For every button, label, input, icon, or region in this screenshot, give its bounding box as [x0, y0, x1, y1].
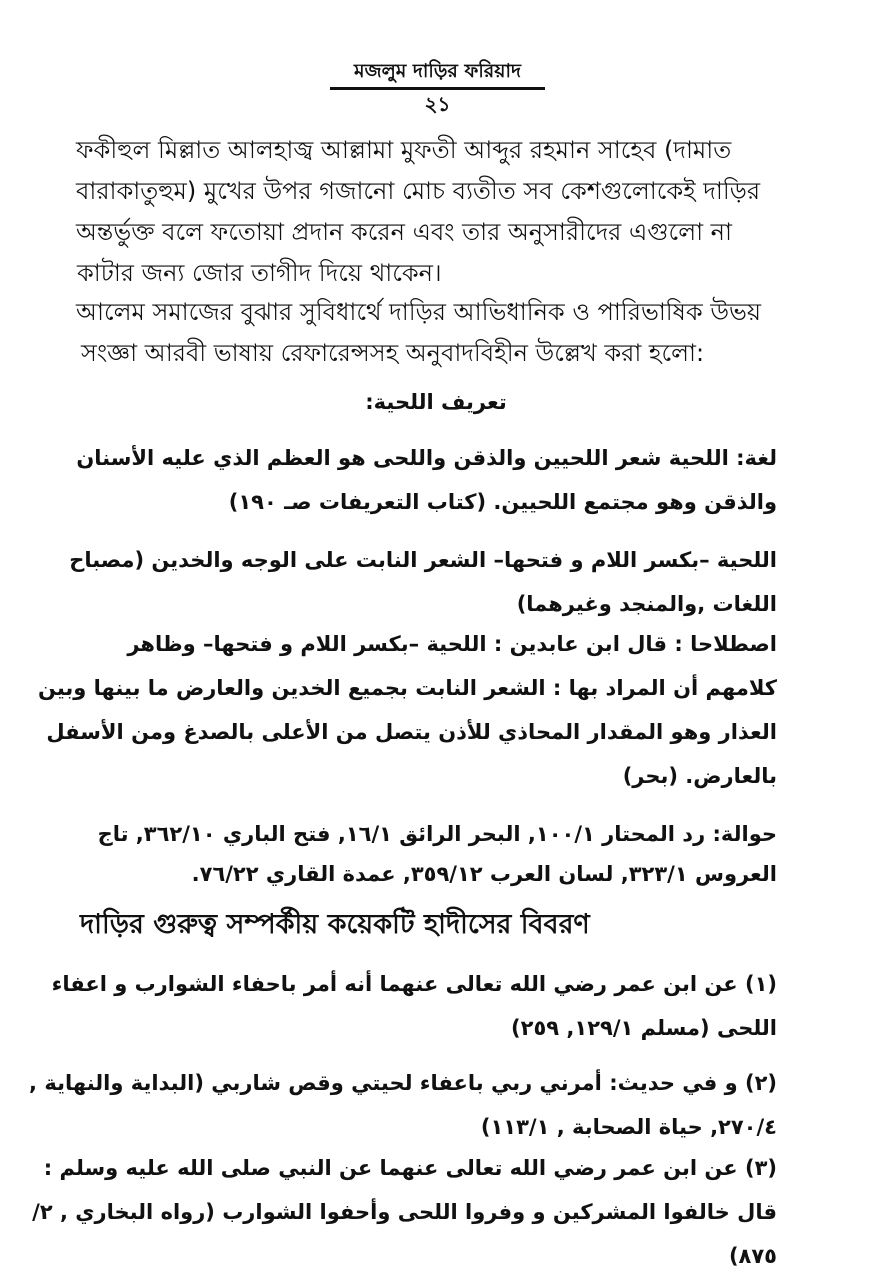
page-header — [330, 58, 545, 116]
paragraph-fatwa — [76, 130, 760, 294]
paragraph-line: অন্তর্ভুক্ত বলে ফতোয়া প্রদান করেন এবং তার অনুসারীদের এগুলো না — [76, 218, 732, 246]
section-heading: দাড়ির গুরুত্ব সম্পর্কীয় কয়েকটি হাদীসের বিবরণ — [80, 909, 590, 940]
definition-line: بالعارض. (بحر) — [622, 764, 777, 788]
hadith-3 — [32, 1146, 777, 1278]
definition-lihya — [69, 538, 777, 626]
definition-line: اللحية –بكسر اللام و فتحها– الشعر النابت على الوجه والخدين (مصباح — [69, 548, 777, 572]
references-hawala — [98, 814, 777, 894]
hadith-line: قال خالفوا المشركين و وفروا اللحى وأحفوا الشوارب (رواه البخاري , ٢/ — [32, 1200, 777, 1224]
hadith-line: ٢٧٠/٤, حياة الصحابة , ١١٣/١) — [480, 1115, 777, 1139]
paragraph-intro — [76, 292, 761, 374]
definition-lugha — [76, 436, 777, 524]
definition-line: كلامهم أن المراد بها : الشعر النابت بجميع الخدين والعارض ما بينها وبين — [37, 676, 777, 700]
hadith-2 — [29, 1061, 777, 1149]
header-divider — [330, 87, 545, 90]
book-title: মজলুম দাড়ির ফরিয়াদ — [354, 60, 521, 82]
hadith-line: (٢) و في حديث: أمرني ربي باعفاء لحيتي وقص شاربي (البداية والنهاية , — [29, 1071, 777, 1095]
hadith-line: اللحى (مسلم ١٢٩/١, ٢٥٩) — [511, 1016, 777, 1040]
paragraph-line: ফকীহুল মিল্লাত আলহাজ্ব আল্লামা মুফতী আব্দুর রহমান সাহেব (দামাত — [76, 136, 732, 164]
reference-line: العروس ٣٢٣/١, لسان العرب ٣٥٩/١٢, عمدة القاري ٧٦/٢٢. — [191, 862, 777, 886]
paragraph-line: কাটার জন্য জোর তাগীদ দিয়ে থাকেন। — [77, 259, 442, 287]
definition-istilahan — [38, 622, 777, 798]
definition-line: اصطلاحا : قال ابن عابدين : اللحية –بكسر اللام و فتحها– وظاهر — [127, 632, 777, 656]
page-number: ২১ — [424, 92, 451, 116]
paragraph-line: আলেম সমাজের বুঝার সুবিধার্থে দাড়ির আভিধানিক ও পারিভাষিক উভয় — [76, 298, 762, 326]
paragraph-line: বারাকাতুহুম) মুখের উপর গজানো মোচ ব্যতীত সব কেশগুলোকেই দাড়ির — [76, 177, 761, 205]
definition-line: لغة: اللحية شعر اللحيين والذقن واللحى هو العظم الذي عليه الأسنان — [76, 446, 777, 470]
hadith-line: (٣) عن ابن عمر رضي الله تعالى عنهما عن النبي صلى الله عليه وسلم : — [43, 1156, 777, 1180]
hadith-line: ٨٧٥) — [728, 1244, 777, 1268]
definition-line: اللغات ,والمنجد وغيرهما) — [516, 592, 777, 616]
definition-line: والذقن وهو مجتمع اللحيين. (كتاب التعريفات صـ ١٩٠) — [228, 490, 777, 514]
reference-line: حوالة: رد المحتار ١٠٠/١, البحر الرائق ١٦/١, فتح الباري ٣٦٢/١٠, تاج — [97, 822, 777, 846]
paragraph-line: সংজ্ঞা আরবী ভাষায় রেফারেন্সসহ অনুবাদবিহীন উল্লেখ করা হলো: — [81, 339, 705, 367]
hadith-1 — [52, 962, 777, 1050]
arabic-definition-title: تعريف اللحية: — [365, 390, 507, 414]
hadith-line: (١) عن ابن عمر رضي الله تعالى عنهما أنه أمر باحفاء الشوارب و اعفاء — [51, 972, 777, 996]
definition-line: العذار وهو المقدار المحاذي للأذن يتصل من الأعلى بالصدغ ومن الأسفل — [46, 720, 777, 744]
